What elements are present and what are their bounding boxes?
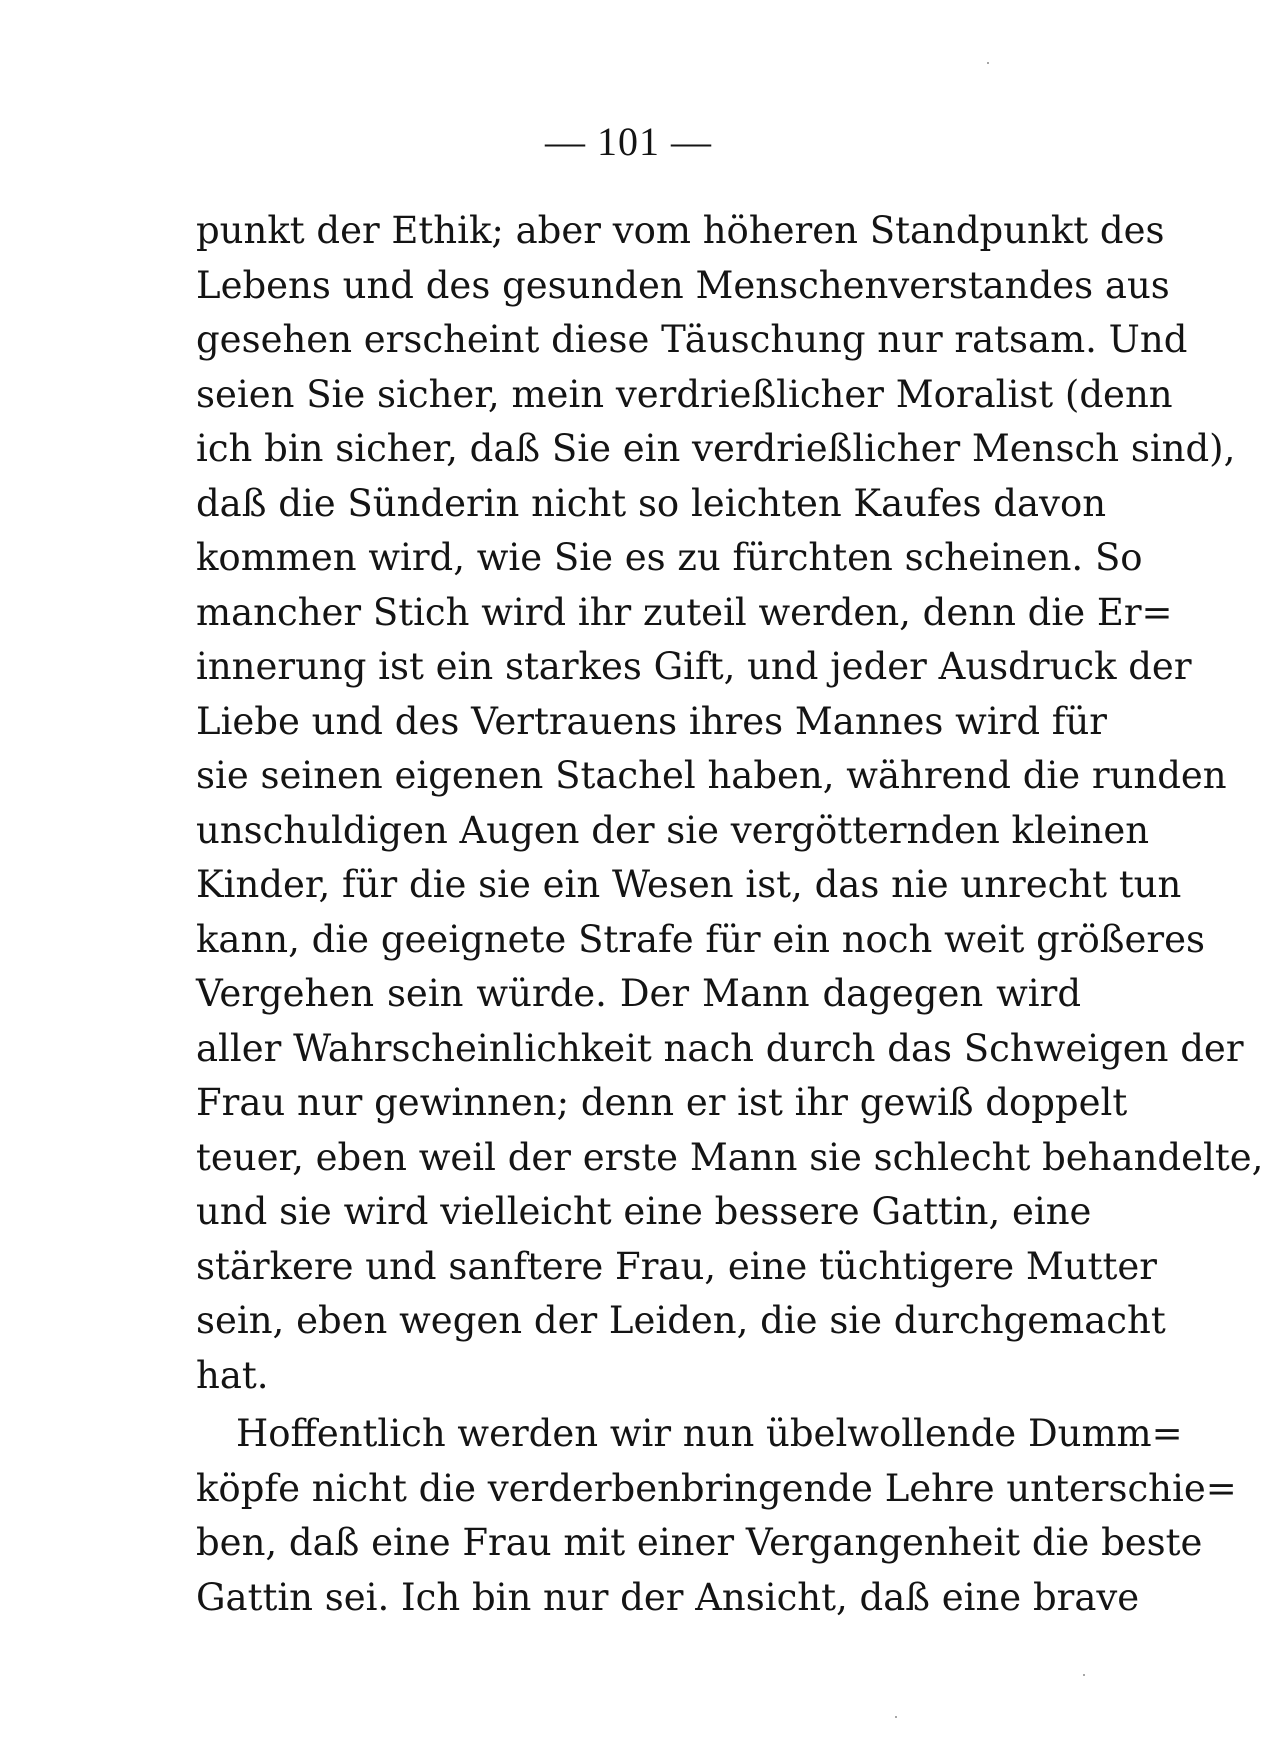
text-line: ich bin sicher, daß Sie ein verdrießlicher Mensch sind),: [196, 427, 1236, 470]
text-line: daß die Sünderin nicht so leichten Kaufes davon: [196, 481, 1107, 525]
text-line: mancher Stich wird ihr zuteil werden, denn die Er=: [196, 590, 1173, 634]
text-line: und sie wird vielleicht eine bessere Gattin, eine: [196, 1190, 1092, 1233]
paper-speck: [1083, 1674, 1085, 1676]
text-line: köpfe nicht die verderbenbringende Lehre unterschie=: [196, 1466, 1237, 1510]
text-line: Kinder, für die sie ein Wesen ist, das nie unrecht tun: [196, 863, 1182, 906]
text-line: stärkere und sanftere Frau, eine tüchtigere Mutter: [196, 1244, 1157, 1288]
text-line: hat.: [196, 1353, 269, 1397]
text-line: sie seinen eigenen Stachel haben, während die runden: [196, 754, 1227, 797]
text-line: aller Wahrscheinlichkeit nach durch das Schweigen der: [196, 1026, 1244, 1070]
text-line: Gattin sei. Ich bin nur der Ansicht, daß eine brave: [196, 1575, 1140, 1619]
text-line: seien Sie sicher, mein verdrießlicher Moralist (denn: [196, 372, 1173, 416]
paper-speck: [895, 1716, 897, 1718]
text-line: kann, die geeignete Strafe für ein noch weit größeres: [196, 917, 1205, 961]
text-line: kommen wird, wie Sie es zu fürchten scheinen. So: [196, 536, 1143, 579]
text-line: Lebens und des gesunden Menschenverstandes aus: [196, 263, 1170, 307]
body-text: [196, 204, 1263, 1625]
text-line: Vergehen sein würde. Der Mann dagegen wird: [196, 972, 1081, 1015]
text-line: punkt der Ethik; aber vom höheren Standpunkt des: [196, 209, 1165, 252]
text-line: sein, eben wegen der Leiden, die sie durchgemacht: [196, 1299, 1166, 1342]
paragraph: [196, 204, 1263, 1403]
paper-speck: [987, 62, 989, 64]
text-line: teuer, eben weil der erste Mann sie schlecht behandelte,: [196, 1135, 1263, 1179]
text-line: unschuldigen Augen der sie vergötternden kleinen: [196, 808, 1150, 852]
text-line: Hoffentlich werden wir nun übelwollende Dumm=: [236, 1412, 1183, 1455]
paragraph: [196, 1407, 1237, 1625]
text-line: gesehen erscheint diese Täuschung nur ratsam. Und: [196, 318, 1188, 361]
page-number: — 101 —: [545, 119, 712, 164]
text-line: Frau nur gewinnen; denn er ist ihr gewiß doppelt: [196, 1081, 1128, 1124]
text-line: Liebe und des Vertrauens ihres Mannes wird für: [196, 699, 1107, 743]
text-line: innerung ist ein starkes Gift, und jeder Ausdruck der: [196, 645, 1192, 688]
text-line: ben, daß eine Frau mit einer Vergangenheit die beste: [196, 1521, 1203, 1564]
